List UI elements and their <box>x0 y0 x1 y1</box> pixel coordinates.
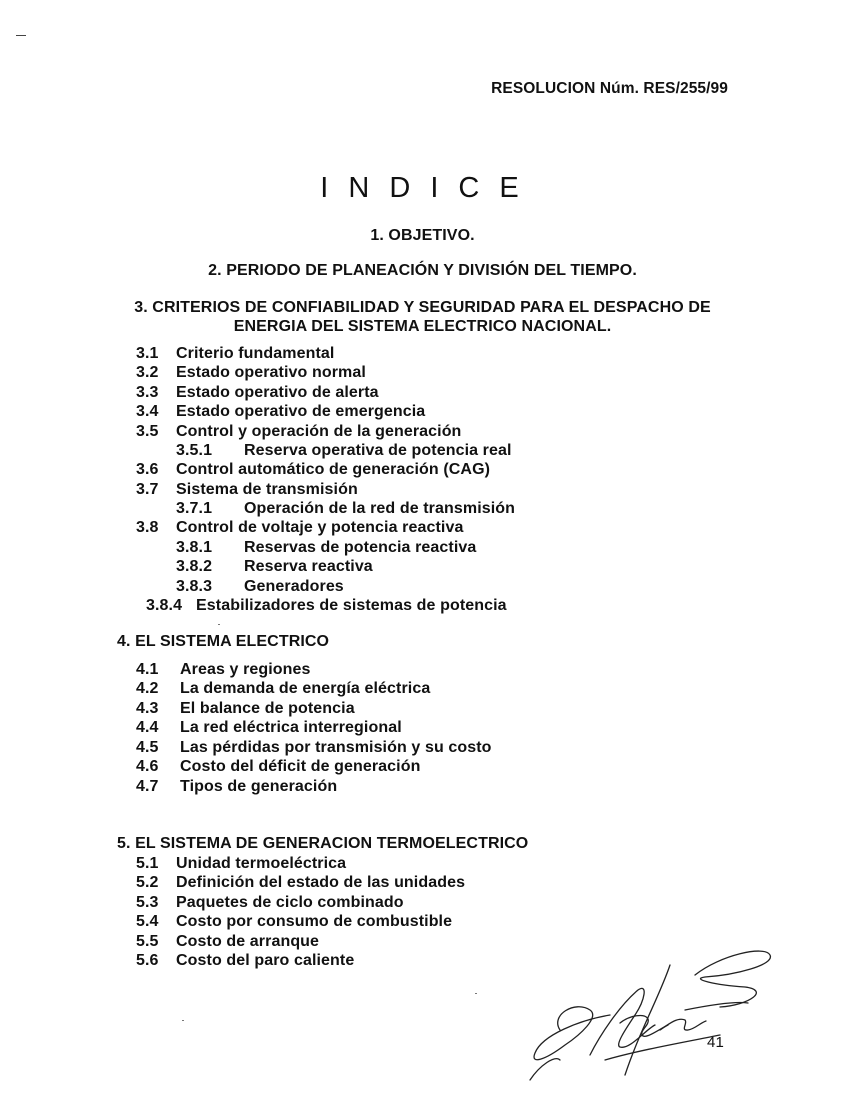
toc-item-number: 3.6 <box>136 461 159 478</box>
toc-item-label: Reserva operativa de potencia real <box>244 442 512 459</box>
toc-item-label: Estabilizadores de sistemas de potencia <box>196 597 507 614</box>
toc-item-number: 3.8 <box>136 519 159 536</box>
toc-item-number: 5.3 <box>136 894 159 911</box>
scan-speck <box>218 624 220 625</box>
resolution-reference: RESOLUCION Núm. RES/255/99 <box>491 80 728 97</box>
scan-speck <box>182 1020 184 1021</box>
toc-item-label: La red eléctrica interregional <box>180 719 402 736</box>
toc-item-number: 3.1 <box>136 345 159 362</box>
toc-item-number: 3.8.2 <box>176 558 213 575</box>
toc-item-number: 3.8.4 <box>146 597 183 614</box>
toc-item-number: 5.4 <box>136 913 159 930</box>
section-2-heading: 2. PERIODO DE PLANEACIÓN Y DIVISIÓN DEL TIEMPO. <box>208 262 637 279</box>
section-3-heading-line1: 3. CRITERIOS DE CONFIABILIDAD Y SEGURIDAD PARA EL DESPACHO DE <box>134 299 711 316</box>
toc-item-label: Reservas de potencia reactiva <box>244 539 477 556</box>
toc-item-label: Estado operativo de alerta <box>176 384 379 401</box>
toc-item-label: Costo del déficit de generación <box>180 758 421 775</box>
toc-item-label: Sistema de transmisión <box>176 481 358 498</box>
scan-speck <box>475 993 477 994</box>
toc-item-label: Paquetes de ciclo combinado <box>176 894 404 911</box>
toc-item-number: 3.2 <box>136 364 159 381</box>
toc-item-label: Las pérdidas por transmisión y su costo <box>180 739 492 756</box>
toc-item-number: 4.7 <box>136 778 159 795</box>
toc-item-label: Control automático de generación (CAG) <box>176 461 491 478</box>
toc-item-label: La demanda de energía eléctrica <box>180 680 431 697</box>
toc-item-number: 3.7 <box>136 481 159 498</box>
toc-item-label: Criterio fundamental <box>176 345 335 362</box>
section-4-heading: 4. EL SISTEMA ELECTRICO <box>117 633 330 650</box>
toc-item-number: 3.5 <box>136 423 159 440</box>
toc-item-number: 5.2 <box>136 874 159 891</box>
toc-item-label: Reserva reactiva <box>244 558 373 575</box>
toc-item-label: Estado operativo de emergencia <box>176 403 426 420</box>
handwritten-signature <box>520 935 790 1090</box>
section-5-heading: 5. EL SISTEMA DE GENERACION TERMOELECTRICO <box>117 835 529 852</box>
toc-item-number: 5.5 <box>136 933 159 950</box>
toc-item-label: Unidad termoeléctrica <box>176 855 347 872</box>
toc-item-number: 4.1 <box>136 661 159 678</box>
toc-item-label: Costo por consumo de combustible <box>176 913 453 930</box>
toc-item-number: 3.8.3 <box>176 578 213 595</box>
toc-item-label: Operación de la red de transmisión <box>244 500 516 517</box>
page-number: 41 <box>707 1034 724 1051</box>
toc-item-number: 3.4 <box>136 403 159 420</box>
section-1-heading: 1. OBJETIVO. <box>370 227 475 244</box>
toc-item-label: Generadores <box>244 578 344 595</box>
toc-item-number: 5.6 <box>136 952 159 969</box>
toc-item-label: El balance de potencia <box>180 700 355 717</box>
toc-item-label: Control y operación de la generación <box>176 423 462 440</box>
toc-item-label: Definición del estado de las unidades <box>176 874 466 891</box>
toc-item-label: Tipos de generación <box>180 778 338 795</box>
toc-item-label: Control de voltaje y potencia reactiva <box>176 519 464 536</box>
index-title: I N D I C E <box>320 172 525 204</box>
toc-item-number: 4.6 <box>136 758 159 775</box>
toc-item-label: Costo del paro caliente <box>176 952 355 969</box>
toc-item-number: 3.7.1 <box>176 500 213 517</box>
toc-item-label: Areas y regiones <box>180 661 311 678</box>
toc-item-label: Estado operativo normal <box>176 364 366 381</box>
toc-item-number: 5.1 <box>136 855 159 872</box>
toc-item-number: 4.4 <box>136 719 159 736</box>
section-3-heading-line2: ENERGIA DEL SISTEMA ELECTRICO NACIONAL. <box>233 318 612 335</box>
toc-item-number: 3.8.1 <box>176 539 213 556</box>
scan-mark <box>16 35 26 36</box>
toc-item-number: 4.5 <box>136 739 159 756</box>
toc-item-number: 4.2 <box>136 680 159 697</box>
toc-item-number: 3.5.1 <box>176 442 213 459</box>
toc-item-label: Costo de arranque <box>176 933 320 950</box>
toc-item-number: 4.3 <box>136 700 159 717</box>
toc-item-number: 3.3 <box>136 384 159 401</box>
